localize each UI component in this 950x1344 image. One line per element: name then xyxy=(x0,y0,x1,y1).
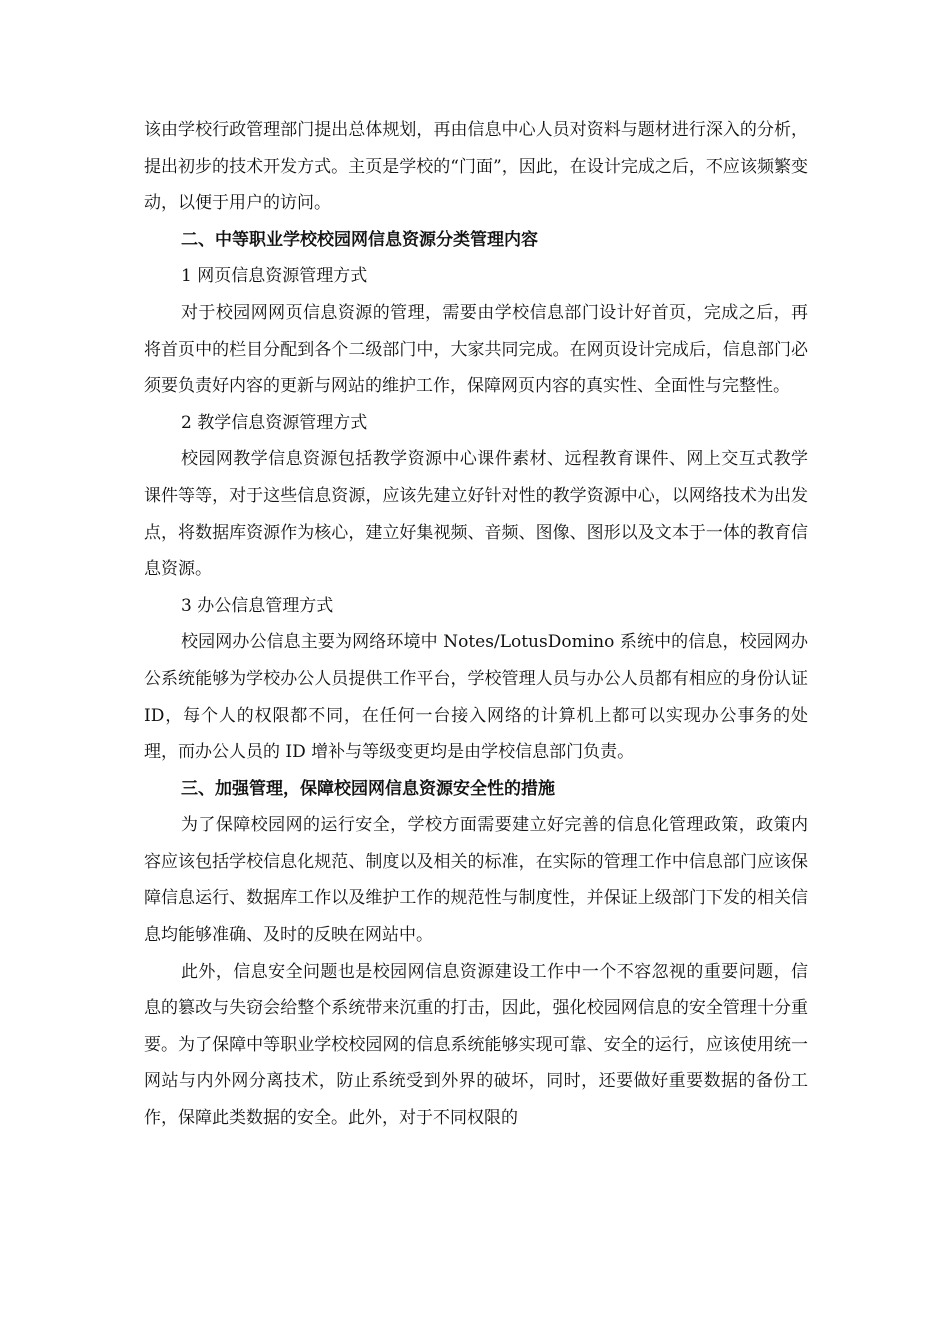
section-heading-3: 三、加强管理，保障校园网信息资源安全性的措施 xyxy=(181,778,555,799)
section-heading-2: 二、中等职业学校校园网信息资源分类管理内容 xyxy=(181,229,538,250)
subheading-office-resources: 3 办公信息管理方式 xyxy=(181,595,334,616)
subheading-web-resources: 1 网页信息资源管理方式 xyxy=(181,266,368,287)
paragraph-teaching-resources: 校园网教学信息资源包括教学资源中心课件素材、远程教育课件、网上交互式教学课件等等，对于这些信息资源，应该先建立好针对性的教学资源中心，以网络技术为出发点，将数据库资源作为核心，建立好集视频、音频、图像、图形以及文本于一体的教育信息资源。 xyxy=(144,449,808,580)
subheading-teaching-resources: 2 教学信息资源管理方式 xyxy=(181,412,368,433)
continued-paragraph: 该由学校行政管理部门提出总体规划，再由信息中心人员对资料与题材进行深入的分析，提出初步的技术开发方式。主页是学校的“门面”，因此，在设计完成之后，不应该频繁变动，以便于用户的访问。 xyxy=(144,120,808,214)
document-page xyxy=(144,112,808,1137)
paragraph-security-policy: 为了保障校园网的运行安全，学校方面需要建立好完善的信息化管理政策，政策内容应该包括学校信息化规范、制度以及相关的标准，在实际的管理工作中信息部门应该保障信息运行、数据库工作以及维护工作的规范性与制度性，并保证上级部门下发的相关信息均能够准确、及时的反映在网站中。 xyxy=(144,815,808,946)
paragraph-web-resources: 对于校园网网页信息资源的管理，需要由学校信息部门设计好首页，完成之后，再将首页中的栏目分配到各个二级部门中，大家共同完成。在网页设计完成后，信息部门必须要负责好内容的更新与网站的维护工作，保障网页内容的真实性、全面性与完整性。 xyxy=(144,302,808,397)
paragraph-office-resources: 校园网办公信息主要为网络环境中 Notes/LotusDomino 系统中的信息，校园网办公系统能够为学校办公人员提供工作平台，学校管理人员与办公人员都有相应的身份认证 ID，每个人的权限都不同，在任何一台接入网络的计算机上都可以实现办公事务的处理，而办公人员的 ID 增补与等级变更均是由学校信息部门负责。 xyxy=(144,632,808,763)
paragraph-security-measures: 此外，信息安全问题也是校园网信息资源建设工作中一个不容忽视的重要问题，信息的篡改与失窃会给整个系统带来沉重的打击，因此，强化校园网信息的安全管理十分重要。为了保障中等职业学校校园网的信息系统能够实现可靠、安全的运行，应该使用统一网站与内外网分离技术，防止系统受到外界的破坏，同时，还要做好重要数据的备份工作，保障此类数据的安全。此外，对于不同权限的 xyxy=(144,961,808,1129)
